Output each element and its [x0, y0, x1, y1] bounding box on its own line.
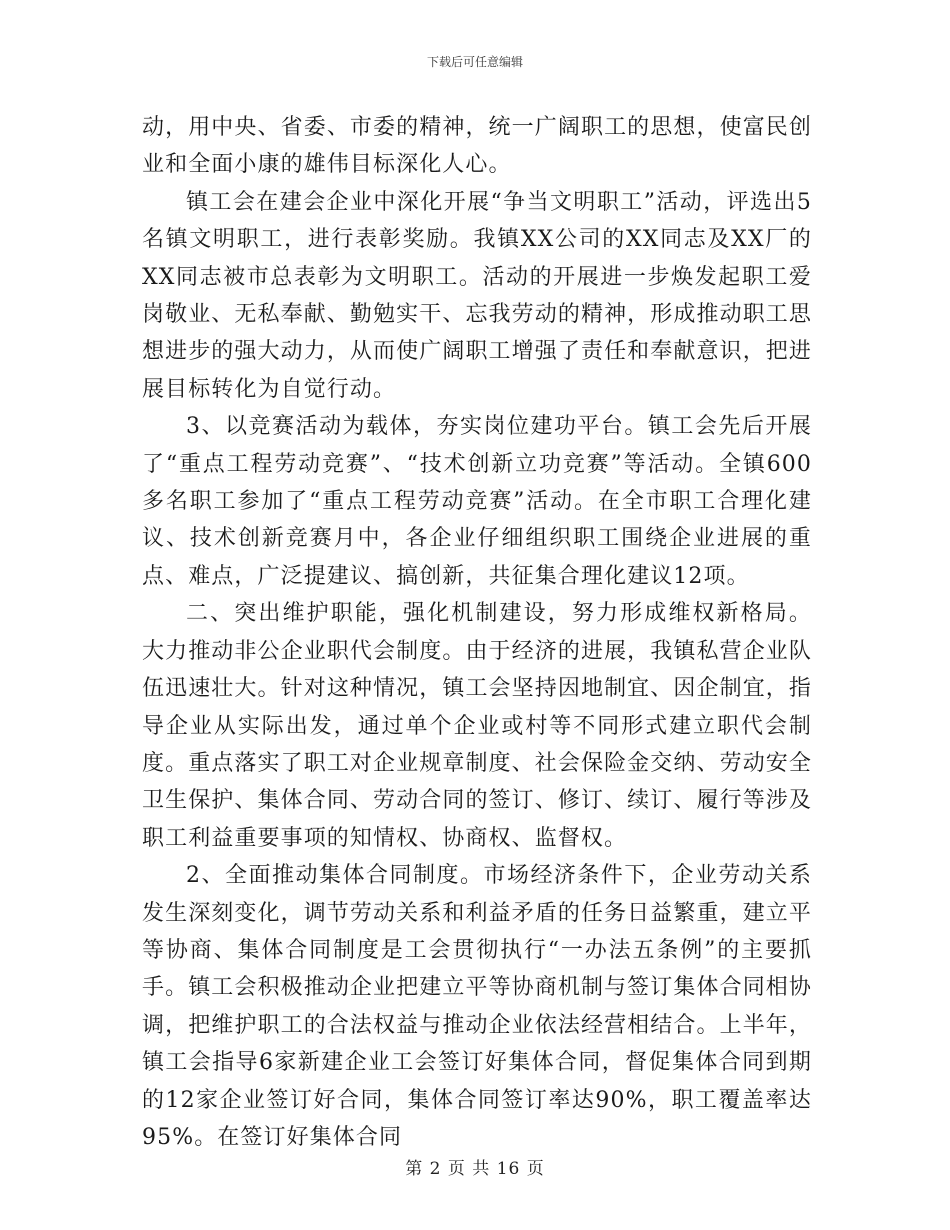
- paragraph-competition: 3、以竞赛活动为载体，夯实岗位建功平台。镇工会先后开展了“重点工程劳动竞赛”、“技术创新立功竞赛”等活动。全镇600多名职工参加了“重点工程劳动竞赛”活动。在全市职工合理化建议、技术创新竞赛月中，各企业仔细组织职工围绕企业进展的重点、难点，广泛提建议、搞创新，共征集合理化建议12项。: [142, 414, 812, 589]
- paragraph-civilized-workers: 镇工会在建会企业中深化开展“争当文明职工”活动，评选出5名镇文明职工，进行表彰奖励。我镇XX公司的XX同志及XX厂的XX同志被市总表彰为文明职工。活动的开展进一步焕发起职工爱岗敬业、无私奉献、勤勉实干、忘我劳动的精神，形成推动职工思想进步的强大动力，从而使广阔职工增强了责任和奉献意识，把进展目标转化为自觉行动。: [142, 189, 812, 402]
- paragraph-continuation: 动，用中央、省委、市委的精神，统一广阔职工的思想，使富民创业和全面小康的雄伟目标深化人心。: [142, 115, 812, 178]
- page-number-footer: 第 2 页 共 16 页: [405, 1159, 545, 1179]
- paragraph-collective-contract: 2、全面推动集体合同制度。市场经济条件下，企业劳动关系发生深刻变化，调节劳动关系和利益矛盾的任务日益繁重，建立平等协商、集体合同制度是工会贯彻执行“一办法五条例”的主要抓手。镇工会积极推动企业把建立平等协商机制与签订集体合同相协调，把维护职工的合法权益与推动企业依法经营相结合。上半年，镇工会指导6家新建企业工会签订好集体合同，督促集体合同到期的12家企业签订好合同，集体合同签订率达90%，职工覆盖率达95%。在签订好集体合同: [142, 863, 812, 1150]
- page-header: 下载后可任意编辑: [426, 55, 523, 69]
- paragraph-rights-protection: 二、突出维护职能，强化机制建设，努力形成维权新格局。 大力推动非公企业职代会制度。由于经济的进展，我镇私营企业队伍迅速壮大。针对这种情况，镇工会坚持因地制宜、因企制宜，指导企业从实际出发，通过单个企业或村等不同形式建立职代会制度。重点落实了职工对企业规章制度、社会保险金交纳、劳动安全卫生保护、集体合同、劳动合同的签订、修订、续订、履行等涉及职工利益重要事项的知情权、协商权、监督权。: [142, 601, 812, 851]
- document-body: [142, 109, 812, 1156]
